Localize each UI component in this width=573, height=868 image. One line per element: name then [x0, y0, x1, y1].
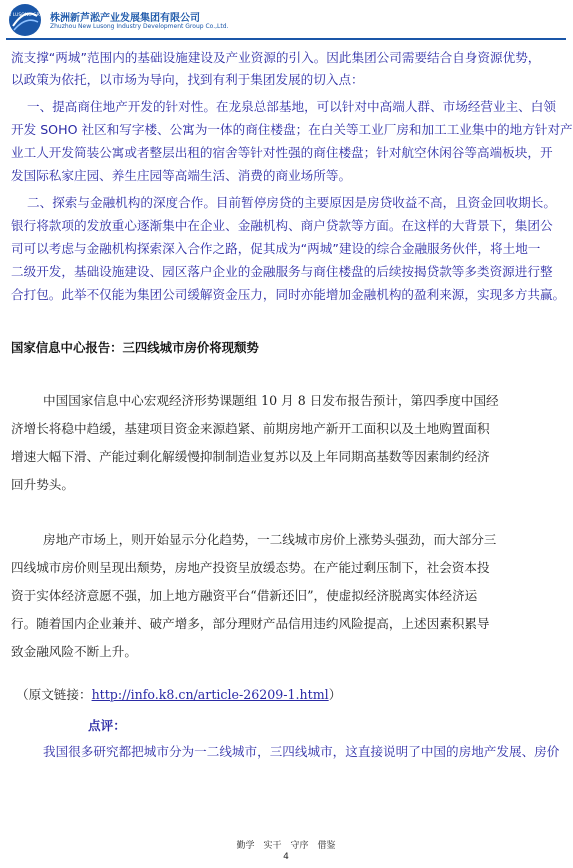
paragraph-3-line-5: 合打包。此举不仅能为集团公司缓解资金压力，同时亦能增加金融机构的盈利来源，实现多方共赢。 [11, 287, 566, 302]
paragraph-2-line-2: 开发 SOHO 社区和写字楼、公寓为一体的商住楼盘；在白关等工业厂房和加工工业集中的地方针对产 [11, 122, 573, 137]
paragraph-4-line-2: 济增长将稳中趋缓，基建项目资金来源趋紧、前期房地产新开工面积以及土地购置面积 [11, 421, 490, 436]
paragraph-5-line-3: 资于实体经济意愿不强，加上地方融资平台“借新还旧”，使虚拟经济脱离实体经济运 [11, 588, 478, 603]
company-logo [0, 2, 50, 38]
paragraph-5-line-1: 房地产市场上，则开始显示分化趋势，一二线城市房价上涨势头强劲，而大部分三 [43, 532, 497, 547]
paragraph-3-line-1: 二、探索与金融机构的深度合作。目前暂停房贷的主要原因是房贷收益不高，且资金回收期长。 [27, 195, 556, 210]
paragraph-3-line-3: 司可以考虑与金融机构探索深入合作之路，促其成为“两城”建设的综合金融服务伙伴，将土地一 [11, 241, 541, 256]
paragraph-5-line-4: 行。随着国内企业兼并、破产增多，部分理财产品信用违约风险提高，上述因素积累导 [11, 616, 490, 631]
paragraph-3-line-4: 二级开发，基础设施建设、园区落户企业的金融服务与商住楼盘的后续按揭贷款等多类资源进行整 [11, 264, 553, 279]
paragraph-4-line-1: 中国国家信息中心宏观经济形势课题组 10 月 8 日发布报告预计，第四季度中国经 [43, 393, 499, 408]
paragraph-2-line-4: 发国际私家庄园、养生庄园等高端生活、消费的商业场所等。 [11, 168, 352, 183]
paragraph-5-line-2: 四线城市房价则呈现出颓势，房地产投资呈放缓态势。在产能过剩压制下，社会资本投 [11, 560, 490, 575]
page-number: 4 [283, 852, 289, 862]
paragraph-3-line-2: 银行将款项的发放重心逐渐集中在企业、金融机构、商户贷款等方面。在这样的大背景下，集团公 [11, 218, 553, 233]
comment-label: 点评： [88, 718, 126, 733]
paragraph-1-line-1: 流支撑“两城”范围内的基础设施建设及产业资源的引入。因此集团公司需要结合自身资源优势， [11, 50, 541, 65]
logo-text: NEW LUSONG GROUP [0, 13, 50, 18]
paragraph-2-line-1: 一、提高商住地产开发的针对性。在龙泉总部基地，可以针对中高端人群、市场经营业主、白领 [27, 99, 556, 114]
footer-slogan: 勤学 实干 守序 借鉴 [236, 841, 336, 851]
header-divider [6, 38, 566, 40]
paragraph-4-line-4: 回升势头。 [11, 477, 74, 492]
paragraph-5-line-5: 致金融风险不断上升。 [11, 644, 137, 659]
source-line [0, 687, 572, 703]
source-suffix: ） [328, 687, 342, 702]
paragraph-1-line-2: 以政策为依托，以市场为导向，找到有利于集团发展的切入点： [11, 72, 364, 87]
company-name-en: Zhuzhou New Lusong Industry Development Group Co.,Ltd. [50, 23, 229, 30]
paragraph-4-line-3: 增速大幅下滑、产能过剩化解缓慢抑制制造业复苏以及上年同期高基数等因素制约经济 [11, 449, 490, 464]
source-link[interactable]: http://info.k8.cn/article-26209-1.html [91, 687, 329, 702]
section-title: 国家信息中心报告：三四线城市房价将现颓势 [11, 340, 259, 355]
source-prefix: （原文链接： [16, 687, 92, 702]
paragraph-2-line-3: 业工人开发简装公寓或者整层出租的宿舍等针对性强的商住楼盘；针对航空休闲谷等高端板块，开 [11, 145, 553, 160]
paragraph-6-line-1: 我国很多研究都把城市分为一二线城市，三四线城市，这直接说明了中国的房地产发展、房价 [43, 744, 560, 759]
page-header [0, 0, 572, 40]
company-name-cn: 株洲新芦淞产业发展集团有限公司 [50, 13, 200, 24]
